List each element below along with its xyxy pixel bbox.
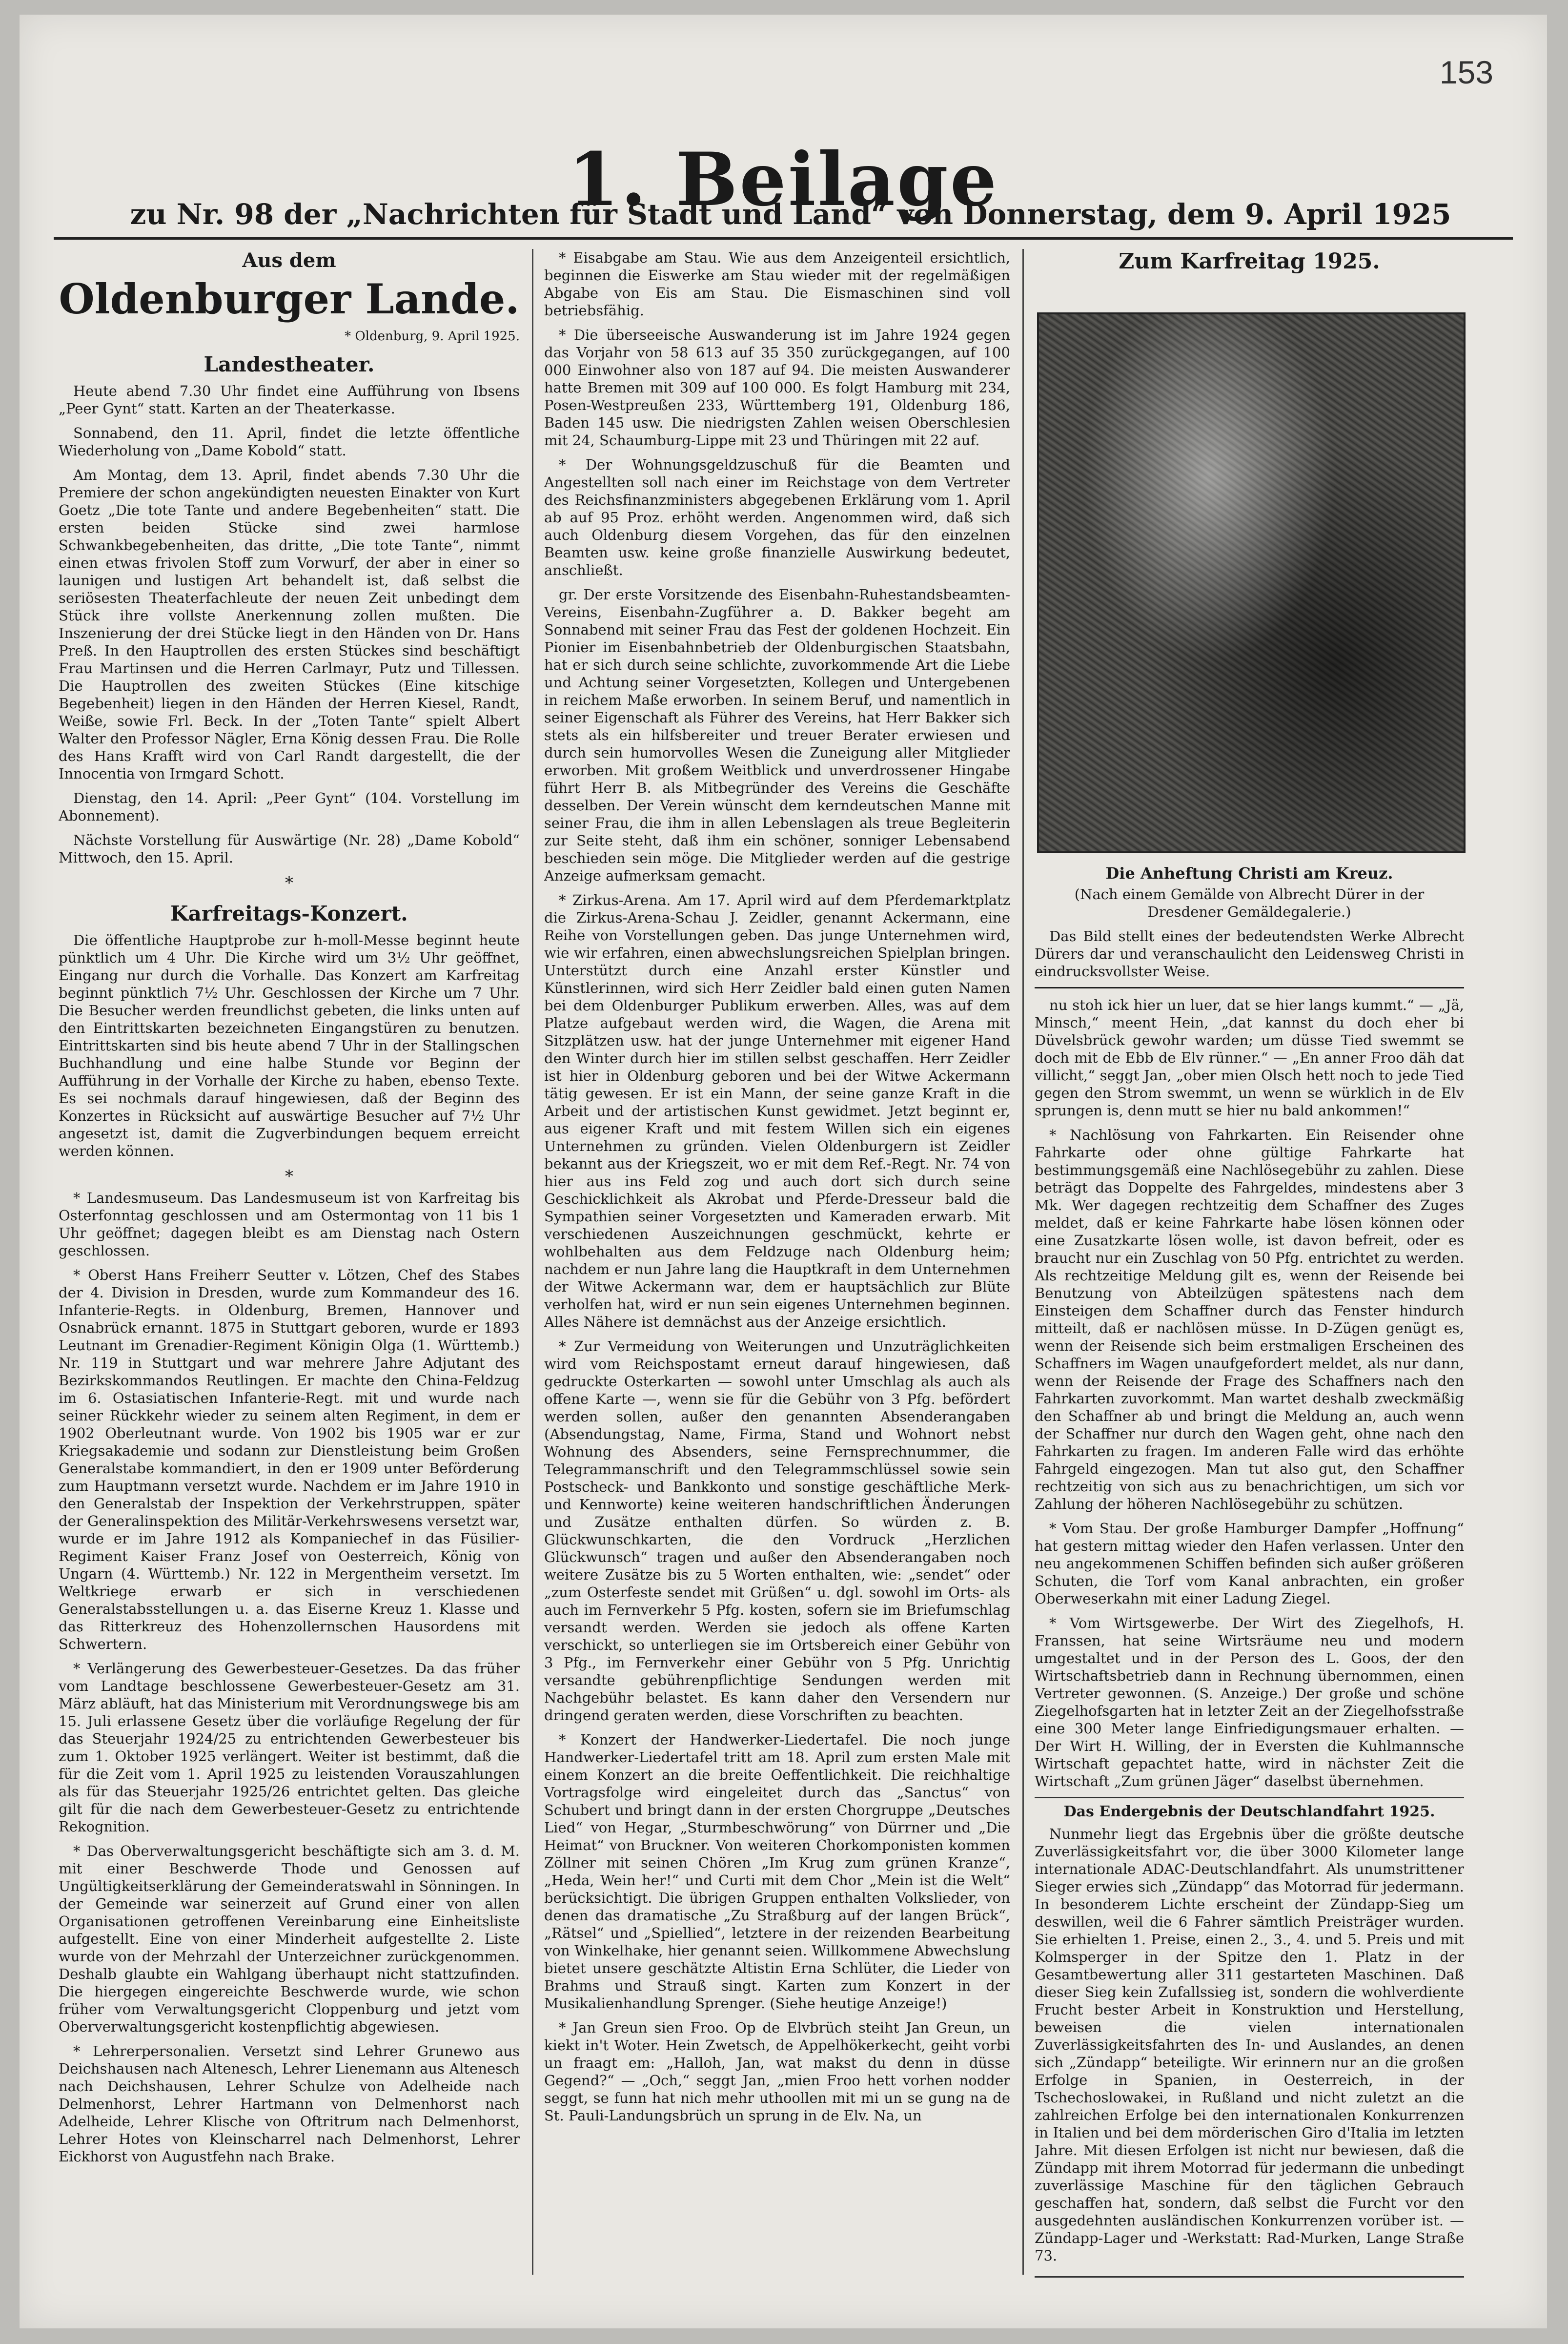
supplement-headline: 1. Beilage bbox=[568, 137, 999, 223]
article-paragraph: * Lehrerpersonalien. Versetzt sind Lehrer Grunewo aus Deichshausen nach Altenesch, Lehrer Lienemann aus Altenesch nach Deichshausen, Lehrer Schulze von Adelheide nach Delmenhorst, Lehrer Hartmann von Delmenhorst nach Adelheide, Lehrer Klische von Oftritrum nach Delmenhorst, Lehrer Hotes von Kleinscharrel nach Delmenhorst, Lehrer Eickhorst von Augustfehn nach Brake. bbox=[59, 2043, 520, 2165]
section-rule bbox=[1035, 987, 1464, 988]
illustration-caption-title: Die Anheftung Christi am Kreuz. bbox=[1105, 864, 1393, 883]
section-title-theater: Landestheater. bbox=[204, 352, 375, 376]
article-paragraph: * Konzert der Handwerker-Liedertafel. Die noch junge Handwerker-Liedertafel tritt am 18. April zum ersten Male mit einem Konzert an die breite Oeffentlichkeit. Die reichhaltige Vortragsfolge wird eingeleitet durch das „Sanctus“ von Schubert und bringt dann in der ersten Chorgruppe „Deutsches Lied“ von Hegar, „Sturmbeschwörung“ von Dürrner und „Die Heimat“ von Bruckner. Von weiteren Chorkomponisten kommen Zöllner mit seinen Chören „Im Krug zum grünen Kranze“, „Heda, Wein her!“ und Curti mit dem Chor „Mein ist die Welt“ berücksichtigt. Die übrigen Gruppen enthalten Volkslieder, von denen das dramatische „Zu Straßburg auf der langen Brück“, „Rätsel“ und „Spiellied“, letztere in der reizenden Bearbeitung von Winkelhake, hier genannt seien. Willkommene Abwechslung bietet unsere geschätzte Altistin Erna Schlüter, die Lieder von Brahms und Strauß singt. Karten zum Konzert in der Musikalienhandlung Sprenger. (Siehe heutige Anzeige!) bbox=[544, 1731, 1010, 2012]
article-paragraph: Die öffentliche Hauptprobe zur h-moll-Messe beginnt heute pünktlich um 4 Uhr. Die Kirche wird um 3½ Uhr geöffnet, Eingang nur durch die Vorhalle. Das Konzert am Karfreitag beginnt pünktlich 7½ Uhr. Geschlossen der Kirche um 7 Uhr. Die Besucher werden freundlichst gebeten, die links unten auf den Eintrittskarten bezeichneten Eingangstüren zu benutzen. Eintrittskarten sind bis heute abend 7 Uhr in der Stallingschen Buchhandlung und eine halbe Stunde vor Beginn der Aufführung in der Vorhalle der Kirche zu haben, ebenso Texte. Es sei nochmals darauf hingewiesen, daß der Beginn des Konzertes in Rücksicht auf auswärtige Besucher auf 7½ Uhr angesetzt ist, damit die Zugverbindungen bequem erreicht werden können. bbox=[59, 932, 520, 1159]
article-paragraph: * Eisabgabe am Stau. Wie aus dem Anzeigenteil ersichtlich, beginnen die Eiswerke am Stau wieder mit der regelmäßigen Abgabe von Eis am Stau. Die Eismaschinen sind voll betriebsfähig. bbox=[544, 249, 1010, 319]
article-paragraph: * Zur Vermeidung von Weiterungen und Unzuträglichkeiten wird vom Reichspostamt erneut darauf hingewiesen, daß gedruckte Osterkarten — sowohl unter Umschlag als auch als offene Karte —, wenn sie für die Gebühr von 3 Pfg. befördert werden sollen, außer den genannten Absenderangaben (Absendungstag, Name, Firma, Stand und Wohnort nebst Wohnung des Absenders, seine Fernsprechnummer, die Telegrammanschrift und den Telegrammschlüssel sowie sein Postscheck- und Bankkonto und sonstige geschäftliche Merk- und Kennworte) keine weiteren handschriftlichen Änderungen und Zusätze enthalten dürfen. So würden z. B. Glückwunschkarten, die den Vordruck „Herzlichen Glückwunsch“ tragen und außer den Absenderangaben noch weitere Zusätze bis zu 5 Worten enthalten, wie: „sendet“ oder „zum Osterfeste sendet mit Grüßen“ u. dgl. sowohl im Orts- als auch im Fernverkehr 5 Pfg. kosten, sofern sie im Briefumschlag versandt werden. Werden sie jedoch als offene Karten verschickt, so unterliegen sie im Ortsbereich einer Gebühr von 3 Pfg., im Fernverkehr einer Gebühr von 5 Pfg. Unrichtig versandte gebührenpflichtige Sendungen werden mit Nachgebühr belastet. Es kann daher den Versendern nur dringend geraten werden, diese Vorschriften zu beachten. bbox=[544, 1338, 1010, 1724]
article-paragraph: * Die überseeische Auswanderung ist im Jahre 1924 gegen das Vorjahr von 58 613 auf 35 350 zurückgegangen, auf 100 000 Einwohner also von 187 auf 94. Die meisten Auswanderer hatte Bremen mit 309 auf 100 000. Es folgt Hamburg mit 234, Posen-Westpreußen 233, Württemberg 191, Oldenburg 186, Baden 145 usw. Die niedrigsten Zahlen weisen Oberschlesien mit 24, Schaumburg-Lippe mit 23 und Thüringen mit 22 auf. bbox=[544, 327, 1010, 449]
supplement-subheadline: zu Nr. 98 der „Nachrichten für Stadt und Land“ von Donnerstag, dem 9. April 1925 bbox=[130, 198, 1451, 231]
dateline: * Oldenburg, 9. April 1925. bbox=[345, 329, 520, 344]
separator-asterisk: * bbox=[285, 873, 293, 893]
article-paragraph: * Vom Stau. Der große Hamburger Dampfer „Hoffnung“ hat gestern mittag wieder den Hafen verlassen. Unter den neu angekommenen Schiffen befinden sich außer größeren Schuten, die Torf vom Kanal anbrachten, ein großer Oberweserkahn mit einer Ladung Ziegel. bbox=[1035, 1520, 1464, 1607]
illustration-caption-source: (Nach einem Gemälde von Albrecht Dürer in der Dresdener Gemäldegalerie.) bbox=[1074, 886, 1425, 920]
illustration-caption-text: Das Bild stellt eines der bedeutendsten Werke Albrecht Dürers dar und veranschaulicht den Leidensweg Christi in eindrucksvollster Weise. bbox=[1035, 928, 1464, 980]
section-title-konzert: Karfreitags-Konzert. bbox=[170, 902, 408, 925]
article-paragraph: Nächste Vorstellung für Auswärtige (Nr. 28) „Dame Kobold“ Mittwoch, den 15. April. bbox=[59, 832, 520, 866]
column-1 bbox=[59, 249, 520, 2289]
article-paragraph: nu stoh ick hier un luer, dat se hier langs kummt.“ — „Jä, Minsch,“ meent Hein, „dat kannst du doch eher bi Düvelsbrück gewohr warden; um düsse Tied swemmt se doch mit de Ebb de Elv rünner.“ — „En anner Froo däh dat villicht,“ seggt Jan, „ober mien Olsch hett noch to jede Tied gegen den Strom swemmt, un wenn se würklich in de Elv sprungen is, denn mutt se hier nu bald ankommen!“ bbox=[1035, 997, 1464, 1119]
newspaper-page bbox=[20, 15, 1547, 2328]
illustration-title: Zum Karfreitag 1925. bbox=[1119, 249, 1380, 274]
separator-asterisk: * bbox=[285, 1167, 293, 1186]
column-kicker: Aus dem bbox=[242, 249, 336, 272]
article-paragraph: Am Montag, dem 13. April, findet abends 7.30 Uhr die Premiere der schon angekündigten neuesten Einakter von Kurt Goetz „Die tote Tante und andere Begebenheiten“ statt. Die ersten beiden Stücke sind zwei harmlose Schwankbegebenheiten, das dritte, „Die tote Tante“, nimmt einen etwas frivolen Stoff zum Vorwurf, der aber in einer so launigen und lustigen Art behandelt ist, daß selbst die seriösesten Theaterfachleute der neuen Zeit unbedingt dem Stück ihre vollste Anerkennung zollen mußten. Die Inszenierung der drei Stücke liegt in den Händen von Dr. Hans Preß. In den Hauptrollen des ersten Stückes sind beschäftigt Frau Martinsen und die Herren Carlmayr, Putz und Tillessen. Die Hauptrollen des zweiten Stückes (Eine kitschige Begebenheit) liegen in den Händen der Herren Kiesel, Randt, Weiße, sowie Frl. Beck. In der „Toten Tante“ spielt Albert Walter den Professor Nägler, Erna König dessen Frau. Die Rolle des Hans Krafft wird von Carl Randt dargestellt, die der Innocentia von Irmgard Schott. bbox=[59, 467, 520, 782]
column-3 bbox=[1035, 864, 1464, 2289]
article-paragraph: * Das Oberverwaltungsgericht beschäftigte sich am 3. d. M. mit einer Beschwerde Thode und Genossen auf Ungültigkeitserklärung der Gemeinderatswahl in Sönningen. In der Gemeinde war seinerzeit auf Grund einer von allen Organisationen getroffenen Vereinbarung eine Einheitsliste aufgestellt. Eine von einer Minderheit aufgestellte 2. Liste wurde von der Mehrzahl der Unterzeichner zurückgenommen. Deshalb glaubte ein Wahlgang überhaupt nicht stattzufinden. Die hiergegen eingereichte Beschwerde wurde, wie schon früher vom Verwaltungsgericht Cloppenburg und jetzt vom Oberverwaltungsgericht kostenpflichtig abgewiesen. bbox=[59, 1843, 520, 2035]
page-number: 153 bbox=[1439, 54, 1493, 90]
column-divider-1 bbox=[532, 249, 533, 2275]
article-paragraph: * Verlängerung des Gewerbesteuer-Gesetzes. Da das früher vom Landtage beschlossene Gewerbesteuer-Gesetz am 31. März abläuft, hat das Ministerium mit Verordnungswege bis am 15. Juli erlassene Gesetz über die vorläufige Regelung der für das Steuerjahr 1924/25 zu entrichtenden Gewerbesteuer bis zum 1. Oktober 1925 verlängert. Weiter ist bestimmt, daß die für die Zeit vom 1. April 1925 zu leistenden Vorauszahlungen als für das Steuerjahr 1925/26 entrichtet gelten. Das gleiche gilt für die nach dem Gewerbesteuer-Gesetz zu entrichtende Rekognition. bbox=[59, 1660, 520, 1835]
article-paragraph: * Nachlösung von Fahrkarten. Ein Reisender ohne Fahrkarte oder ohne gültige Fahrkarte hat bestimmungsgemäß eine Nachlösegebühr zu zahlen. Diese beträgt das Doppelte des Fahrgeldes, mindestens aber 3 Mk. Wer dagegen rechtzeitig dem Schaffner des Zuges meldet, daß er keine Fahrkarte habe lösen können oder eine Zusatzkarte lösen wolle, ist davon befreit, oder es braucht nur ein Zuschlag von 50 Pfg. entrichtet zu werden. Als rechtzeitige Meldung gilt es, wenn der Reisende bei Benutzung von Abteilzügen spätestens nach dem Einsteigen dem Schaffner durch das Fenster hindurch mitteilt, daß er nachlösen müsse. In D-Zügen genügt es, wenn der Reisende sich beim erstmaligen Erscheinen des Schaffners im Wagen unaufgefordert meldet, als nur dann, wenn der Reisende der Frage des Schaffners nach den Fahrkarten zuvorkommt. Man wartet deshalb zweckmäßig den Schaffner ab und bringt die Meldung an, auch wenn der Schaffner nur durch den Wagen geht, ohne nach den Fahrkarten zu fragen. Im anderen Falle wird das erhöhte Fahrgeld eingezogen. Man tut also gut, den Schaffner rechtzeitig von sich aus zu benachrichtigen, um sich vor Zahlung der höheren Nachlösegebühr zu schützen. bbox=[1035, 1127, 1464, 1512]
column-title: Oldenburger Lande. bbox=[59, 275, 520, 323]
header-rule bbox=[54, 237, 1513, 240]
article-paragraph: Sonnabend, den 11. April, findet die letzte öffentliche Wiederholung von „Dame Kobold“ statt. bbox=[59, 425, 520, 459]
advertorial-box bbox=[1035, 1797, 1464, 2278]
column-divider-2 bbox=[1022, 249, 1024, 2275]
article-paragraph: * Oberst Hans Freiherr Seutter v. Lötzen, Chef des Stabes der 4. Division in Dresden, wurde zum Kommandeur des 16. Infanterie-Regts. in Oldenburg, Bremen, Hannover und Osnabrück ernannt. 1875 in Stuttgart geboren, wurde er 1893 Leutnant im Grenadier-Regiment Königin Olga (1. Württemb.) Nr. 119 in Stuttgart und war mehrere Jahre Adjutant des Bezirkskommandos Reutlingen. Er machte den China-Feldzug im 6. Ostasiatischen Infanterie-Regt. mit und wurde nach seiner Rückkehr wieder zu seinem alten Regiment, in dem er 1902 Oberleutnant wurde. Von 1902 bis 1905 war er zur Kriegsakademie und sodann zur Dienstleistung beim Großen Generalstabe kommandiert, in den er 1909 unter Beförderung zum Hauptmann versetzt wurde. Nachdem er im Jahre 1910 in den Generalstab der Inspektion der Verkehrstruppen, später der Generalinspektion des Militär-Verkehrswesens versetzt war, wurde er im Jahre 1912 als Kompaniechef in das Füsilier-Regiment Kaiser Franz Josef von Oesterreich, König von Ungarn (4. Württemb.) Nr. 122 in Mergentheim versetzt. Im Weltkriege erwarb er sich in verschiedenen Generalstabsstellungen u. a. das Eiserne Kreuz 1. Klasse und das Ritterkreuz des Hohenzollernschen Hausordens mit Schwertern. bbox=[59, 1267, 520, 1652]
article-paragraph: * Jan Greun sien Froo. Op de Elvbrüch steiht Jan Greun, un kiekt in't Woter. Hein Zwetsch, de Appelhökerkecht, geiht vorbi un fraagt em: „Halloh, Jan, wat makst du denn in düsse Gegend?“ — „Och,“ seggt Jan, „mien Froo hett vorhen nodder seggt, se funn hat nich mehr uthoollen mit mi un se gung na de St. Pauli-Landungsbrüch un sprung in de Elv. Na, un bbox=[544, 2019, 1010, 2124]
article-paragraph: * Landesmuseum. Das Landesmuseum ist von Karfreitag bis Osterfonntag geschlossen und am Ostermontag von 11 bis 1 Uhr geöffnet; dagegen bleibt es am Dienstag nach Ostern geschlossen. bbox=[59, 1190, 520, 1259]
advertorial-title: Das Endergebnis der Deutschlandfahrt 1925. bbox=[1063, 1803, 1435, 1820]
crucifixion-illustration bbox=[1037, 312, 1466, 853]
article-paragraph: Heute abend 7.30 Uhr findet eine Aufführung von Ibsens „Peer Gynt“ statt. Karten an der Theaterkasse. bbox=[59, 383, 520, 417]
article-paragraph: Dienstag, den 14. April: „Peer Gynt“ (104. Vorstellung im Abonnement). bbox=[59, 790, 520, 824]
advertorial-text: Nunmehr liegt das Ergebnis über die größte deutsche Zuverlässigkeitsfahrt vor, die über 3000 Kilometer lange internationale ADAC-Deutschlandfahrt. Als unumstrittener Sieger erwies sich „Zündapp“ das Motorrad für jedermann. In besonderem Lichte erscheint der Zündapp-Sieg um deswillen, weil die 6 Fahrer sämtlich Preisträger wurden. Sie erhielten 1. Preise, einen 2., 3., 4. und 5. Preis und mit Kolmsperger in der Spitze den 1. Platz in der Gesamtbewertung aller 311 gestarteten Maschinen. Daß dieser Sieg kein Zufallssieg ist, sondern die wohlverdiente Frucht bester Arbeit in Konstruktion und Herstellung, beweisen die vielen internationalen Zuverlässigkeitsfahrten des In- und Auslandes, an denen sich „Zündapp“ beteiligte. Wir erinnern nur an die großen Erfolge in Spanien, in Oesterreich, in der Tschechoslowakei, in Rußland und nicht zuletzt an die zahlreichen Erfolge bei den internationalen Konkurrenzen in Italien und bei dem mörderischen Giro d'Italia im letzten Jahre. Mit diesen Erfolgen ist nicht nur bewiesen, daß die Zündapp mit ihrem Motorrad für jedermann die unbedingt zuverlässige Maschine für den täglichen Gebrauch geschaffen hat, sondern, daß selbst die Furcht vor den ausgedehnten ausländischen Konkurrenzen vorüber ist. — Zündapp-Lager und -Werkstatt: Rad-Murken, Lange Straße 73. bbox=[1035, 1826, 1464, 2264]
column-2 bbox=[544, 249, 1010, 2289]
article-paragraph: * Zirkus-Arena. Am 17. April wird auf dem Pferdemarktplatz die Zirkus-Arena-Schau J. Zeidler, genannt Ackermann, eine Reihe von Vorstellungen geben. Das junge Unternehmen wird, wie wir erfahren, einen abwechslungsreichen Spielplan bringen. Unterstützt durch eine Anzahl erster Künstler und Künstlerinnen, wird sich Herr Zeidler bald einen guten Namen bei dem Oldenburger Publikum erwerben. Alles, was auf dem Platze aufgebaut werden wird, die Wagen, die Arena mit Sitzplätzen usw. hat der junge Unternehmer mit eigener Hand den Winter durch hier im stillen selbst geschaffen. Herr Zeidler ist hier in Oldenburg geboren und bei der Witwe Ackermann tätig gewesen. Er ist ein Mann, der seine ganze Kraft in die Arbeit und der artistischen Kunst gewidmet. Jetzt beginnt er, aus eigener Kraft und mit festem Willen sich ein eigenes Unternehmen zu gründen. Vielen Oldenburgern ist Zeidler bekannt aus der Kriegszeit, wo er mit dem Ref.-Regt. Nr. 74 von hier aus ins Feld zog und auch dort sich durch seine Geschicklichkeit als Akrobat und Pferde-Dresseur bald die Sympathien seiner Vorgesetzten und Kameraden erwarb. Mit verschiedenen Auszeichnungen geschmückt, kehrte er wohlbehalten aus dem Feldzuge nach Oldenburg heim; nachdem er nun Jahre lang die Hauptkraft in dem Unternehmen der Witwe Ackermann war, dem er hauptsächlich zur Blüte verholfen hat, wird er nun sein eigenes Unternehmen beginnen. Alles Nähere ist demnächst aus der Anzeige ersichtlich. bbox=[544, 892, 1010, 1330]
article-paragraph: * Der Wohnungsgeldzuschuß für die Beamten und Angestellten soll nach einer im Reichstage von dem Vertreter des Reichsfinanzministers abgegebenen Erklärung vom 1. April ab auf 95 Proz. erhöht werden. Angenommen wird, daß sich auch Oldenburg diesem Vorgehen, das für den einzelnen Beamten usw. keine große finanzielle Auswirkung bedeutet, anschließt. bbox=[544, 456, 1010, 578]
article-paragraph: * Vom Wirtsgewerbe. Der Wirt des Ziegelhofs, H. Franssen, hat seine Wirtsräume neu und modern umgestaltet und in der Person des L. Goos, der den Wirtschaftsbetrieb dann in Rechnung übernommen, einen Vertreter gewonnen. (S. Anzeige.) Der große und schöne Ziegelhofsgarten hat in letzter Zeit an der Ziegelhofsstraße eine 300 Meter lange Einfriedigungsmauer erhalten. — Der Wirt H. Willing, der in Eversten die Kuhlmannsche Wirtschaft gepachtet hatte, wird in nächster Zeit die Wirtschaft „Zum grünen Jäger“ daselbst übernehmen. bbox=[1035, 1615, 1464, 1789]
article-paragraph: gr. Der erste Vorsitzende des Eisenbahn-Ruhestandsbeamten-Vereins, Eisenbahn-Zugführer a. D. Bakker begeht am Sonnabend mit seiner Frau das Fest der goldenen Hochzeit. Ein Pionier im Eisenbahnbetrieb der Oldenburgischen Staatsbahn, hat er sich durch seine schlichte, zuvorkommende Art die Liebe und Achtung seiner Vorgesetzten, Kollegen und Untergebenen in reichem Maße erworben. In seinem Beruf, und namentlich in seiner Eigenschaft als Führer des Vereins, hat Herr Bakker sich stets als ein hilfsbereiter und treuer Berater erwiesen und durch sein humorvolles Wesen die Zuneigung aller Mitglieder erworben. Mit großem Weitblick und unverdrossener Hingabe führt Herr B. als Mitbegründer des Vereins die Geschäfte desselben. Der Verein wünscht dem kerndeutschen Manne mit seiner Frau, die ihm in allen Lebenslagen als treue Begleiterin zur Seite steht, daß ihm ein schöner, sonniger Lebensabend beschieden sein möge. Die Mitglieder werden auf die gestrige Anzeige aufmerksam gemacht. bbox=[544, 586, 1010, 884]
